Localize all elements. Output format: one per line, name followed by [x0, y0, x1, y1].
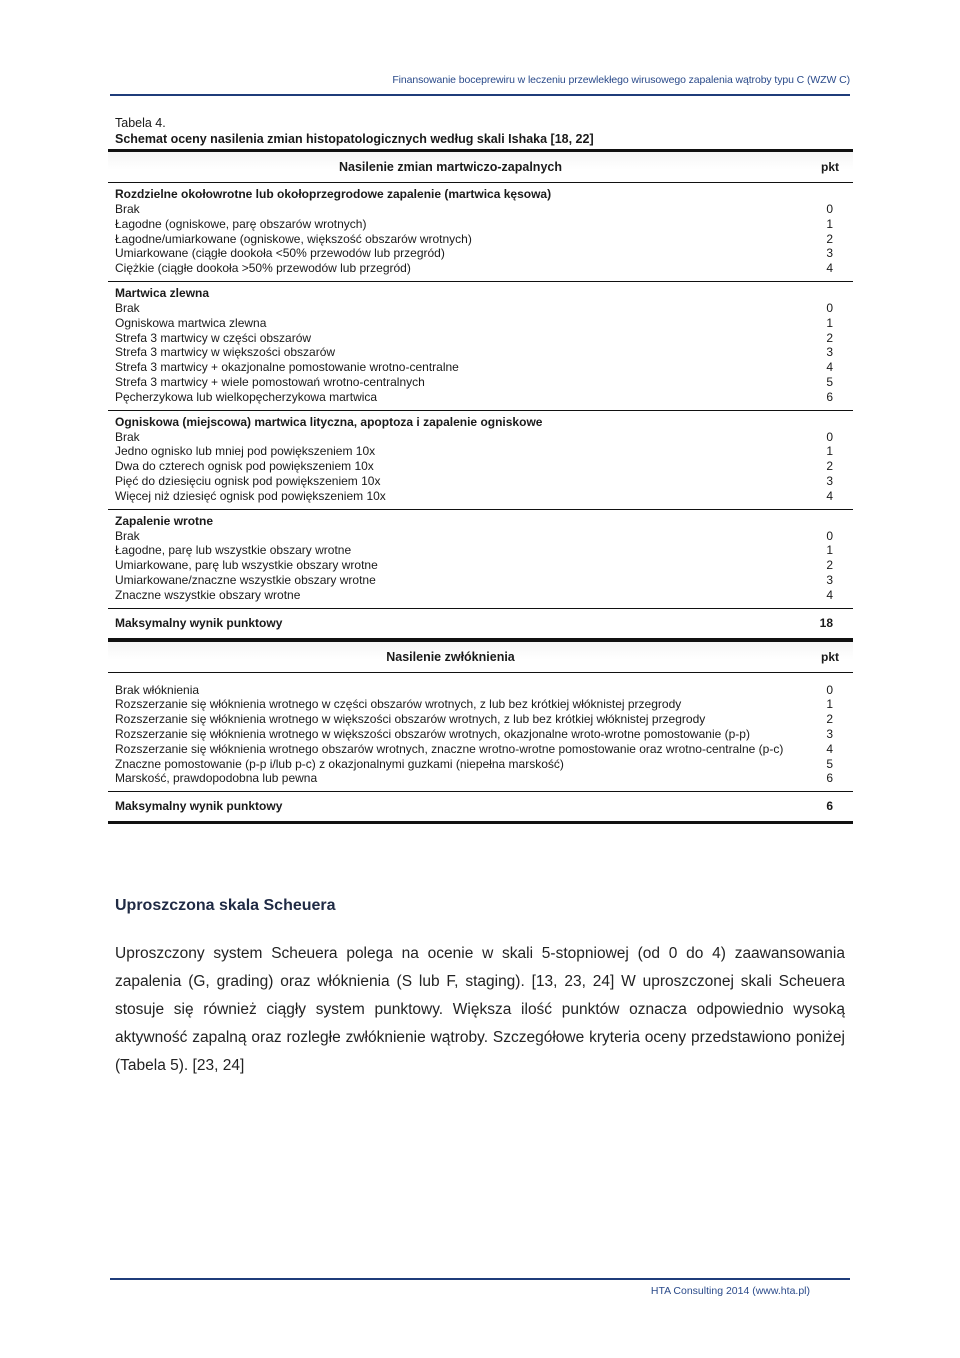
row-text: Łagodne (ogniskowe, parę obszarów wrotnych) — [115, 216, 367, 231]
row-text: Strefa 3 martwicy w większości obszarów — [115, 345, 336, 360]
necro-group-2 — [108, 282, 853, 411]
row-text: Łagodne, parę lub wszystkie obszary wrotne — [115, 543, 352, 558]
total-label: Maksymalny wynik punktowy — [115, 615, 283, 630]
row-score: 6 — [826, 389, 833, 404]
table-row — [108, 430, 853, 445]
row-score: 5 — [826, 374, 833, 389]
necro-group-3 — [108, 411, 853, 510]
row-score: 0 — [826, 300, 833, 315]
row-text: Rozszerzanie się włóknienia wrotnego w części obszarów wrotnych, z lub bez krótkiej włóknistej przegrody — [115, 697, 682, 712]
row-text: Znaczne wszystkie obszary wrotne — [115, 587, 301, 602]
footer-rule — [110, 1278, 850, 1280]
row-score: 4 — [826, 741, 833, 756]
row-text: Marskość, prawdopodobna lub pewna — [115, 771, 318, 786]
table-row — [108, 697, 853, 712]
row-score: 3 — [826, 345, 833, 360]
table-row — [108, 727, 853, 742]
row-text: Łagodne/umiarkowane (ogniskowe, większość obszarów wrotnych) — [115, 231, 472, 246]
table-label: Tabela 4. — [115, 116, 166, 130]
row-text: Strefa 3 martwicy w części obszarów — [115, 330, 312, 345]
row-score: 0 — [826, 682, 833, 697]
row-score: 4 — [826, 261, 833, 276]
row-text: Brak włóknienia — [115, 682, 200, 697]
necro-group-1 — [108, 183, 853, 282]
necro-header-title: Nasilenie zmian martwiczo-zapalnych — [339, 160, 562, 174]
row-score: 1 — [826, 444, 833, 459]
row-score: 3 — [826, 246, 833, 261]
row-text: Brak — [115, 202, 140, 216]
row-text: Jedno ognisko lub mniej pod powiększeniem 10x — [115, 444, 376, 459]
row-score: 0 — [826, 202, 833, 216]
row-text: Umiarkowane (ciągłe dookoła <50% przewodów lub przegród) — [115, 246, 445, 261]
fibrosis-table-header — [108, 639, 853, 673]
table-row — [108, 360, 853, 375]
table-row — [108, 316, 853, 331]
necro-total-row — [108, 609, 853, 639]
table-row — [108, 543, 853, 558]
table-row — [108, 444, 853, 459]
row-score: 0 — [826, 429, 833, 444]
row-text: Umiarkowane, parę lub wszystkie obszary wrotne — [115, 558, 378, 573]
table-row — [108, 246, 853, 261]
row-score: 5 — [826, 756, 833, 771]
table-row — [108, 588, 853, 603]
table-row — [108, 474, 853, 489]
section-heading: Uproszczona skala Scheuera — [115, 897, 336, 914]
row-text: Rozszerzanie się włóknienia wrotnego w większości obszarów wrotnych, okazjonalne wroto-wrotne pomostowanie (p-p) — [115, 726, 750, 741]
row-text: Rozszerzanie się włóknienia wrotnego w większości obszarów wrotnych, z lub bez krótkiej włóknistej przegrody — [115, 712, 706, 727]
row-text: Strefa 3 martwicy + wiele pomostowań wrotno-centralnych — [115, 374, 425, 389]
footer-text: HTA Consulting 2014 (www.hta.pl) — [650, 1285, 810, 1297]
table-row — [108, 217, 853, 232]
table-row — [108, 301, 853, 316]
row-score: 1 — [826, 216, 833, 231]
row-text: Więcej niż dziesięć ognisk pod powiększeniem 10x — [115, 488, 386, 503]
table-row — [108, 489, 853, 504]
body-paragraph: Uproszczony system Scheuera polega na ocenie w skali 5-stopniowej (od 0 do 4) zaawansowania zapalenia (G, grading) oraz włóknienia (S lub F, staging). [13, 23, 24] W uproszczonej skali Scheuera stosuje się również ciągły system punktowy. Większa ilość punktów oznacza odpowiednio wysoką aktywność zapalną oraz rozległe zwłóknienie wątroby. Szczegółowe kryteria oceny przedstawiono poniżej (Tabela 5). [23, 24] — [115, 945, 845, 1074]
group-title: Zapalenie wrotne — [115, 513, 214, 528]
row-text: Ogniskowa martwica zlewna — [115, 315, 267, 330]
running-header: Finansowanie boceprewiru w leczeniu przewlekłego wirusowego zapalenia wątroby typu C (WZW C) — [392, 74, 850, 86]
group-title: Martwica zlewna — [115, 285, 210, 300]
row-score: 4 — [826, 360, 833, 375]
table-row — [108, 683, 853, 698]
table-row — [108, 771, 853, 786]
row-text: Pięć do dziesięciu ognisk pod powiększeniem 10x — [115, 473, 381, 488]
table-row — [108, 459, 853, 474]
row-text: Znaczne pomostowanie (p-p i/lub p-c) z okazjonalnymi guzkami (niepełna marskość) — [115, 756, 564, 771]
table-row — [108, 261, 853, 276]
row-text: Ciężkie (ciągłe dookoła >50% przewodów lub przegród) — [115, 261, 411, 276]
row-text: Strefa 3 martwicy + okazjonalne pomostowanie wrotno-centralne — [115, 360, 459, 375]
table-row — [108, 712, 853, 727]
necro-group-4 — [108, 510, 853, 609]
fibrosis-header-pkt: pkt — [821, 649, 839, 664]
group-title: Ogniskowa (miejscowa) martwica lityczna, apoptoza i zapalenie ogniskowe — [115, 414, 543, 429]
table-row — [108, 757, 853, 772]
table-row — [108, 573, 853, 588]
total-label: Maksymalny wynik punktowy — [115, 799, 283, 814]
row-text: Brak — [115, 300, 140, 315]
row-text: Brak — [115, 528, 140, 543]
table-row — [108, 375, 853, 390]
table-row — [108, 345, 853, 360]
table-caption — [115, 115, 855, 147]
table-row — [108, 331, 853, 346]
row-score: 3 — [826, 572, 833, 587]
row-score: 2 — [826, 558, 833, 573]
row-score: 2 — [826, 459, 833, 474]
row-text: Rozszerzanie się włóknienia wrotnego obszarów wrotnych, znaczne wrotno-wrotne pomostowanie oraz wrotno-centralne (p-c) — [115, 741, 784, 756]
table-row — [108, 202, 853, 217]
row-score: 2 — [826, 712, 833, 727]
row-score: 0 — [826, 528, 833, 543]
row-text: Brak — [115, 429, 140, 444]
table-row — [108, 529, 853, 544]
row-text: Umiarkowane/znaczne wszystkie obszary wrotne — [115, 572, 376, 587]
row-score: 1 — [826, 697, 833, 712]
row-score: 2 — [826, 231, 833, 246]
row-score: 4 — [826, 488, 833, 503]
necro-table-header — [108, 149, 853, 183]
fibrosis-body — [108, 673, 853, 793]
row-text: Dwa do czterech ognisk pod powiększeniem 10x — [115, 459, 374, 474]
row-score: 6 — [826, 771, 833, 786]
total-score: 18 — [819, 615, 833, 630]
row-score: 2 — [826, 330, 833, 345]
table-row — [108, 558, 853, 573]
table-row — [108, 390, 853, 405]
fibrosis-total-row — [108, 792, 853, 824]
table-row — [108, 232, 853, 247]
row-text: Pęcherzykowa lub wielkopęcherzykowa martwica — [115, 389, 378, 404]
row-score: 3 — [826, 473, 833, 488]
ishak-table — [108, 149, 853, 824]
row-score: 3 — [826, 726, 833, 741]
header-rule — [110, 94, 850, 96]
table-row — [108, 742, 853, 757]
total-score: 6 — [826, 799, 833, 814]
row-score: 1 — [826, 315, 833, 330]
necro-header-pkt: pkt — [821, 160, 839, 174]
fibrosis-header-title: Nasilenie zwłóknienia — [386, 649, 515, 664]
table-title: Schemat oceny nasilenia zmian histopatologicznych według skali Ishaka [18, 22] — [115, 132, 594, 146]
row-score: 4 — [826, 587, 833, 602]
row-score: 1 — [826, 543, 833, 558]
group-title: Rozdzielne okołowrotne lub okołoprzegrodowe zapalenie (martwica kęsowa) — [115, 187, 552, 201]
